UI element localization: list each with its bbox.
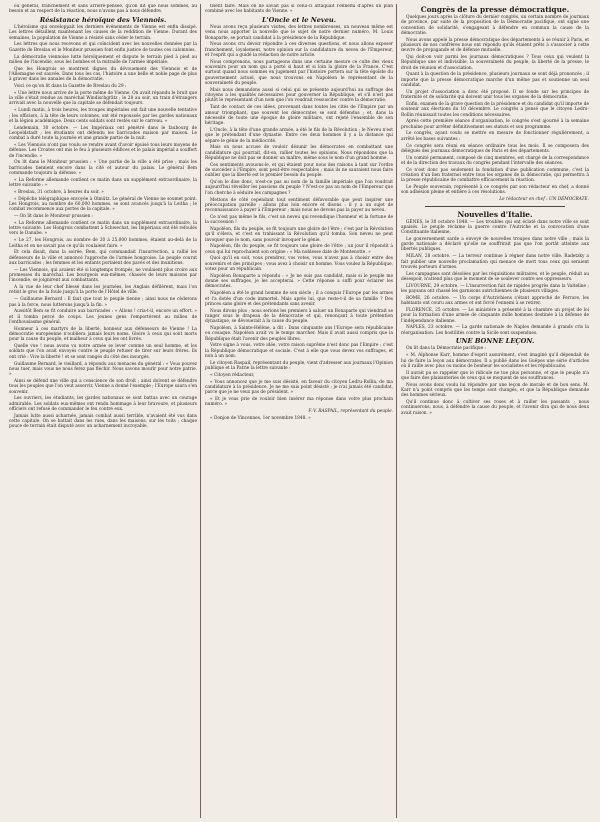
article-paragraph: On lit dans la Démocratie pacifique :	[406, 346, 486, 352]
column-left	[9, 4, 197, 818]
article-paragraph: Lendemain, 30 octobre. — Les Impériaux ont pénétré dans le faubourg de Leopoldstadt ; les étudiants ont défendu les barricades maison par maison. Le combat a duré toute la journée et une grande partie de la nuit.	[9, 125, 197, 142]
article-paragraph: FLORENCE, 25 octobre. — Le ministère a présenté à la chambre un projet de loi pour la formation d'une armée de cinquante mille hommes destinée à la défense de l'indépendance italienne.	[401, 307, 589, 324]
article-paragraph: Ainsi se défend une ville qui a conscience de son droit ; ainsi doivent se défendre tous les peuples que l'on veut asservir. Vienne a donné l'exemple ; l'Europe saura s'en souvenir.	[9, 378, 197, 395]
article-paragraph: — Les Viennois, qui avaient été si longtemps trompés, ne voulaient plus croire aux promesses du maréchal. Les bourgeois eux-mêmes, chassés de leurs maisons par l'incendie, se joignirent aux combattants.	[9, 267, 197, 284]
article-paragraph: Qu'on le dise donc, n'est-ce pas au nom de la famille impériale que l'on voudrait aujourd'hui réveiller les passions du peuple ? N'est-ce pas au nom de l'Empereur que l'on cherche à séduire les campagnes ?	[205, 180, 393, 196]
article-paragraph: Votre signe à vous, votre idée, votre raison suprême n'est donc pas l'Empire ; c'est la République démocratique et sociale. C'est à elle que vous devez vos suffrages, et non à un nom.	[205, 343, 393, 360]
article-paragraph: Guillaume Bernard, le vieillard, a répondu aux menaces du général : « Vous pouvez nous tuer, mais vous ne nous ferez pas fléchir. Nous savons mourir pour notre patrie. »	[9, 361, 197, 378]
article-paragraph: « La Reforme allemande contient ce matin dans un supplément extraordinaire, la lettre suivante. Les Hongrois combattent à Schwechat, les Impériaux ont été refoulés vers le Danube. »	[9, 220, 197, 237]
article-paragraph: Quelques jours après la clôture du dernier congrès, un certain nombre de journaux de province, par suite de la proposition de la Démocratie pacifique, ont signé une convention de solidarité, s'engageant à défendre en commun la cause de la démocratie.	[401, 15, 589, 36]
article-paragraph: « Et je vous prie de vouloir bien insérer ma réponse dans votre plus prochain numéro. »	[205, 397, 393, 408]
article-paragraph: Napoléon, à Sainte-Hélène, a dit : Dans cinquante ans l'Europe sera républicaine ou cosaque. Napoléon avait vu le temps marcher. Mais il avait aussi compris que la République était l'avenir des peuples libres.	[205, 326, 393, 342]
article-heading: L'Oncle et le Neveu.	[261, 16, 337, 25]
article-paragraph: Après cette première séance d'organisation, le congrès s'est ajourné à la semaine prochaine pour arrêter définitivement ses statuts et son programme.	[401, 119, 589, 130]
article-paragraph: Quoi qu'il en soit, vous prendrez, vos votes, vous n'avez pas à choisir entre des souvenirs et des principes ; vous avez à choisir un homme. Vous voulez la République, votez pour un républicain.	[205, 256, 393, 273]
article-paragraph: — Guillaume Bernard : Il faut que tout le peuple tienne ; ainsi nous ne cèderons pas à la force, nous lutterons jusqu'à la fin. »	[9, 297, 197, 308]
column-right	[401, 4, 589, 818]
article-paragraph: Nous avons cru devoir répondre à ces diverses questions, et nous allons exposer franchement, loyalement, notre opinion sur la candidature du neveu de l'Empereur, et l'esprit qui a guidé la rédaction de notre article.	[205, 42, 393, 59]
article-paragraph: Les lettres que nous recevons et qui coïncident avec les nouvelles données par la Gazette de Breslau et le Moniteur prussien font enfin justice de toutes ces calomnies.	[9, 42, 197, 53]
article-paragraph: Aussitôt Bem se fit conduire aux barricades : « Allons ! cria-t-il, encore un effort. » et il tomba percé de coups. Les jeunes gens l'emportèrent au milieu de l'enthousiasme général.	[9, 309, 197, 325]
article-paragraph: A la vue de leur chef blessé dans les journées, les Anglais défilèrent, mais l'on retint le gros de la foule jusqu'à la porte de l'Hôtel de ville.	[9, 285, 197, 296]
article-paragraph: GÊNES, le 30 octobre 1848. — Les troubles qui ont éclaté dans notre ville se sont apaisés. Le peuple réclame la guerre contre l'Autriche et la convocation d'une Constituante italienne.	[401, 219, 589, 236]
article-paragraph: Et cela disait, dans la soirée, Bem, qui commandait l'insurrection, a rallié les défenseurs de la ville et annoncé l'approche de l'armée hongroise. Le peuple courut aux barricades ; les femmes et les enfants portaient des pavés et des munitions.	[9, 250, 197, 266]
article-paragraph: Ces sentiments avouons-le, et qui étaient pour nous des raisons à tant sur l'ordre de succéder à l'Empire, sont peut-être respectables ; mais ils ne sauraient nous faire oublier que la liberté est le premier besoin du peuple.	[205, 162, 393, 179]
article-paragraph: Voici ce qu'on lit dans la Gazette de Breslau du 29 :	[14, 84, 127, 90]
article-paragraph: « Vous annoncez que je me suis désisté, en faveur du citoyen Ledru-Rollin, de ma candidature à la présidence. Je ne me suis point désisté ; je n'ai jamais été candidat, parce que je ne veux pas de président. »	[205, 379, 393, 396]
article-paragraph: Quant à la question de la présidence, plusieurs journaux se sont déjà prononcés ; il importe que la presse démocratique marche d'un même pas et soutienne un seul candidat.	[401, 72, 589, 89]
article-paragraph: LIVOURNE, 29 octobre. — L'insurrection fait de rapides progrès dans la Valteline ; les paysans ont chassé les garnisons autrichiennes de plusieurs villages.	[401, 283, 589, 295]
article-paragraph: « Dépêche télégraphique envoyée à Olmütz. Le général de Vienne ne soumet point. Les Hongrois, au nombre de 60,000 hommes, se sont avancés jusqu'à la Leitha ; le combat recommence aux portes de la capitale. »	[9, 196, 197, 213]
article-paragraph: Un projet d'association a donc été proposé. Il se fonde sur les principes de fraternité et de solidarité qui doivent unir tous les organes de la démocratie.	[401, 89, 589, 101]
article-paragraph: Que les Hongrois se montrent dignes du dévouement des Viennois et de l'Allemagne est sauvée. Dans tous les cas, l'histoire a une belle et noble page de plus à graver dans les annales de la démocratie.	[9, 66, 197, 83]
article-paragraph: Le Peuple souverain, représenté à ce congrès par son rédacteur en chef, a donné son adhésion pleine et entière à ces résolutions.	[401, 185, 589, 196]
article-paragraph: Les ouvriers, les étudiants, les gardes nationaux se sont battus avec un courage admirable. Les soldats eux-mêmes ont rendu hommage à leur bravoure, et plusieurs officiers ont refusé de commander le feu contre eux.	[9, 396, 197, 412]
article-paragraph: Mais on nous accuse de vouloir désunir les démocrates en combattant une candidature qui pourrait, dit-on, rallier toutes les opinions. Nous répondons que la République ne doit pas se donner un maître, même sous le nom d'un grand homme.	[205, 145, 393, 161]
article-paragraph: L'héroïsme qui enveloppait les derniers événements de Vienne est enfin dissipé. Les lettres détaillent maintenant les causes de la reddition de Vienne. Durant des semaines, la population de Vienne a résisté sans céder le terrain.	[9, 25, 197, 41]
article-paragraph: Mais nous demandons aussi si celui qui se présente aujourd'hui au suffrage des citoyens a les qualités nécessaires pour gouverner la République, et s'il n'est pas plutôt le représentant d'un nom que l'on voudrait ressusciter contre la démocratie.	[205, 87, 393, 104]
article-heading: Nouvelles d'Italie.	[457, 209, 533, 219]
article-paragraph: Napoléon, fils du peuple, se fit toujours une gloire de l'être ; un jour il répondit à ceux qui lui reprochaient son origine : « Ma noblesse date de Montenotte. »	[205, 244, 393, 255]
article-paragraph: Enfin, examen de la grave question de la présidence et du candidat qu'il importe de soutenir aux élections du 10 décembre. Le congrès a pensé que le citoyen Ledru-Rollin réunissait toutes les conditions nécessaires.	[401, 101, 589, 118]
article-paragraph: Ce n'est pas même le fils, c'est un neveu qui revendique l'honneur et la fortune de la succession !	[205, 214, 393, 226]
article-paragraph: Nous avons reçu plusieurs visites, des lettres nombreuses, un nouveau même est venu nous apporter la nouvelle que le sujet de notre dernier numéro, M. Louis Bonaparte, se portait candidat à la présidence de la République.	[205, 25, 393, 41]
article-paragraph: Nous comprenons, nous partageons dans une certaine mesure ce culte des vieux souvenirs pour un nom qui a porté si haut et si loin la gloire de la France. C'est surtout quand nous sommes en jugement par l'histoire portera sur la tête égoïste du gouvernement actuel, que nous trouvons en Napoléon le représentant de la souveraineté du peuple.	[205, 59, 393, 87]
article-paragraph: NAPLES, 23 octobre. — La garde nationale de Naples demande à grands cris la réorganisation. Les hostilités contre la Sicile sont suspendues.	[401, 325, 589, 336]
article-paragraph: L'Oncle, à la tête d'une grande armée, a été le fils de la Révolution ; le Neveu n'est que le prétendant d'une dynastie. Entre ces deux hommes il y a la distance qui sépare le génie de la médiocrité.	[205, 127, 393, 144]
article-paragraph: Qu'il continue donc à cultiver ses roses et à railler les passants ; nous continuerons, nous, à défendre la cause du peuple, et l'avenir dira qui de nous deux avait raison. »	[401, 400, 589, 416]
article-paragraph: Jamais lutte aussi acharnée, jamais combat aussi terrible, n'avaient été vus dans cette capitale. On se battait dans les rues, dans les maisons, sur les toits ; chaque pouce de terrain était disputé avec un acharnement incroyable.	[9, 413, 197, 430]
article-paragraph: Nous avons donc voulu lui répondre par une leçon de morale et de bon sens. M. Karr n'a point compris que les temps sont changés, et que la République demande des hommes sérieux.	[401, 382, 589, 399]
article-paragraph: Le gouvernement sarde a envoyé de nouvelles troupes dans notre ville ; mais la garde nationale a déclaré qu'elle ne souffrirait pas que l'on portât atteinte aux libertés publiques.	[401, 236, 589, 253]
article-paragraph: Ce congrès sera réuni en séance ordinaire tous les mois. Il se composera des délégués des journaux démocratiques de Paris et des départements.	[401, 143, 589, 154]
article-paragraph: — On lit dans le Moniteur prussien :	[14, 214, 94, 220]
article-paragraph: Honneur à ces martyrs de la liberté, honneur aux défenseurs de Vienne ! La démocratie européenne n'oubliera jamais leurs noms. Gloire à ceux qui sont morts pour la cause du peuple, et malheur à ceux qui les ont livrés.	[9, 326, 197, 343]
column-center	[205, 4, 393, 818]
article-paragraph: Les campagnes sont désolées par les réquisitions militaires, et le peuple, réduit au désespoir, n'attend plus que le moment de se soulever contre ses oppresseurs.	[401, 271, 589, 282]
article-paragraph: On lit dans le Moniteur prussien : « Une partie de la ville a été prise ; mais les barricades tiennent encore dans la cité et autour du palais. Le général Bem commande toujours la défense. »	[9, 160, 197, 177]
article-paragraph: « Lundi matin, à trois heures, les troupes impériales ont fait une nouvelle tentative ; les officiers, à la tête de leurs colonnes, ont été repoussés par les gardes nationaux et la légion académique. Deux cents soldats sont restés sur le carreau. »	[9, 108, 197, 124]
article-heading: UNE BONNE LEÇON.	[455, 337, 535, 346]
article-paragraph: tisent faire. Mais on ne savait pas si celui-ci attaquait l'ennemi d'après un plan combiné avec les habitants de Vienne. »	[205, 4, 393, 15]
article-paragraph: Quelle vue ! nous avons vu notre armée se lever comme un seul homme, et les soldats que l'on avait envoyés contre le peuple refuser de tirer sur leurs frères. Ils ont crié : Vive la liberté ! et se sont rangés du côté des insurgés.	[9, 344, 197, 360]
article-paragraph: « M. Alphonse Karr, homme d'esprit assurément, s'est imaginé qu'il dépendait de lui de faire la leçon aux démocrates. Il a publié dans les Guêpes une série d'articles où il raille avec plus ou moins de bonheur les socialistes et les républicains.	[401, 353, 589, 369]
article-paragraph: Mettons de côté cependant tout sentiment défavorable que peut inspirer une préoccupation pareille ; allons plus loin encore et disons : il y a un sujet de reconnaissance à payer à l'Empereur ; mais nous ne devons pas la payer au neveu.	[205, 197, 393, 214]
article-paragraph: MILAN, 28 octobre. — La terreur continue à régner dans notre ville. Radetzky a fait publier une nouvelle proclamation qui menace de mort tous ceux qui seraient trouvés porteurs d'armes.	[401, 254, 589, 270]
article-paragraph: Un comité permanent, composé de cinq membres, est chargé de la correspondance et de la direction des travaux du congrès pendant l'intervalle des séances.	[401, 155, 589, 166]
article-signature: F.-V. RASPAIL, représentant du peuple.	[308, 409, 393, 415]
article-paragraph: ROME, 26 octobre. — Un corps d'Autrichiens s'étant approché de Ferrare, les habitants ont couru aux armes et ont forcé l'ennemi à se retirer.	[401, 295, 589, 307]
article-paragraph: Ce n'est donc pas seulement la fondation d'une publication commune, c'est la création d'un lien fraternel entre tous les organes de la démocratie, qui permettra à la presse républicaine de combattre efficacement la réaction.	[401, 167, 589, 184]
article-signature: Le rédacteur en chef : UN DÉMOCRATE.	[499, 197, 589, 203]
column-divider	[396, 4, 397, 818]
article-paragraph: « La Reforme allemande contient ce matin dans un supplément extraordinaire, la lettre suivante : »	[9, 177, 197, 189]
article-paragraph: Tant de contact de ces idées, provenant dans toutes les cités de l'Empire par un amour triomphant, que souvent les démocrates se sont défendus ; et, dans la nécessité de toute une époque de gloire militaire, ont rejeté l'ensemble de son héritage.	[205, 105, 393, 127]
article-paragraph: « Le 27, les Hongrois, au nombre de 20 à 25,000 hommes, étaient au-delà de la Leitha et on ne savait pas ce qu'ils voulaient faire. »	[9, 238, 197, 249]
article-paragraph: « Les Viennois n'ont pas voulu se rendre avant d'avoir épuisé tous leurs moyens de défense. Les Croates ont mis le feu à plusieurs édifices et le palais impérial a souffert de l'incendie. »	[9, 143, 197, 159]
article-paragraph: Le congrès, ayant voulu se mettre en mesure de fonctionner régulièrement, a arrêté les bases suivantes :	[401, 131, 589, 142]
section-separator	[425, 206, 565, 207]
article-paragraph: La démocratie viennoise lutte héroïquement et dispute le terrain pied à pied au milieu de l'incendie, sous les bombes et la mitraille de l'armée impériale.	[9, 54, 197, 65]
article-paragraph: Napoléon Bonaparte a répondu : « Je ne suis pas candidat, mais si le peuple me donne ses suffrages, je les accepterai. » Cette réponse a suffi pour éclairer les démocrates.	[205, 273, 393, 290]
article-paragraph: Napoléon a été le grand homme de son siècle ; il a conquis l'Europe par les armes et l'a dotée d'un code immortel. Mais après lui, que reste-t-il de sa famille ? Des princes sans gloire et des prétendants sans avenir.	[205, 291, 393, 307]
article-paragraph: Le citoyen Raspail, représentant du peuple, vient d'adresser aux journaux l'Opinion publique et la Patrie la lettre suivante :	[205, 360, 393, 372]
article-heading: Congrès de la presse démocratique.	[420, 5, 570, 14]
article-heading: Résistance héroïque des Viennois.	[39, 16, 167, 25]
article-paragraph: ou général, franchement et sans arrière-pensée, qu'on dit que nous sommes, au besoin et au respect de la réaction, nous n'avons pas à nous défendre.	[9, 4, 197, 15]
article-paragraph: « Une lettre nous arrive de la porte même de Vienne. On avait répandu le bruit que la ville s'était rendue au maréchal Windischgrätz ; le 28 au soir, un train d'étrangers arrivait avec la nouvelle que la capitale se défendait toujours.	[9, 90, 197, 107]
column-divider	[200, 4, 201, 818]
article-paragraph: Napoléon, fils du peuple, se fit toujours une gloire de l'être ; c'est par la Révolution qu'il s'éleva, et c'est en trahissant la Révolution qu'il tomba. Son neveu ne peut invoquer que le nom, sans pouvoir invoquer le génie.	[205, 226, 393, 243]
article-paragraph: « Citoyen rédacteur,	[210, 372, 255, 378]
article-paragraph: « Breslau, 31 octobre, à heures du soir. »	[14, 189, 104, 195]
article-paragraph: Nous avons appelé la presse démocratique des départements à se réunir à Paris, et plusieurs de nos confrères nous ont répondu qu'ils étaient prêts à s'associer à cette œuvre de propagande et de défense mutuelle.	[401, 37, 589, 54]
article-paragraph: Il aurait pu se rappeler que le ridicule ne tue plus personne, et que le peuple n'a que faire des plaisanteries de ceux qui se moquent de ses souffrances.	[401, 370, 589, 381]
article-paragraph: Nous dirons plus ; nous serions les premiers à saluer un Bonaparte qui viendrait se ranger sous le drapeau de la démocratie et qui, renonçant à toute prétention dynastique, se dévouerait à la cause du peuple.	[205, 308, 393, 325]
article-paragraph: Qui doit-on voir parmi les journaux démocratiques ? Tous ceux qui veulent la République une et indivisible, la souveraineté du peuple, la liberté de la presse, le droit de réunion et d'association.	[401, 55, 589, 71]
article-paragraph: « Donjon de Vincennes, 1er novembre 1848. »	[210, 415, 311, 421]
